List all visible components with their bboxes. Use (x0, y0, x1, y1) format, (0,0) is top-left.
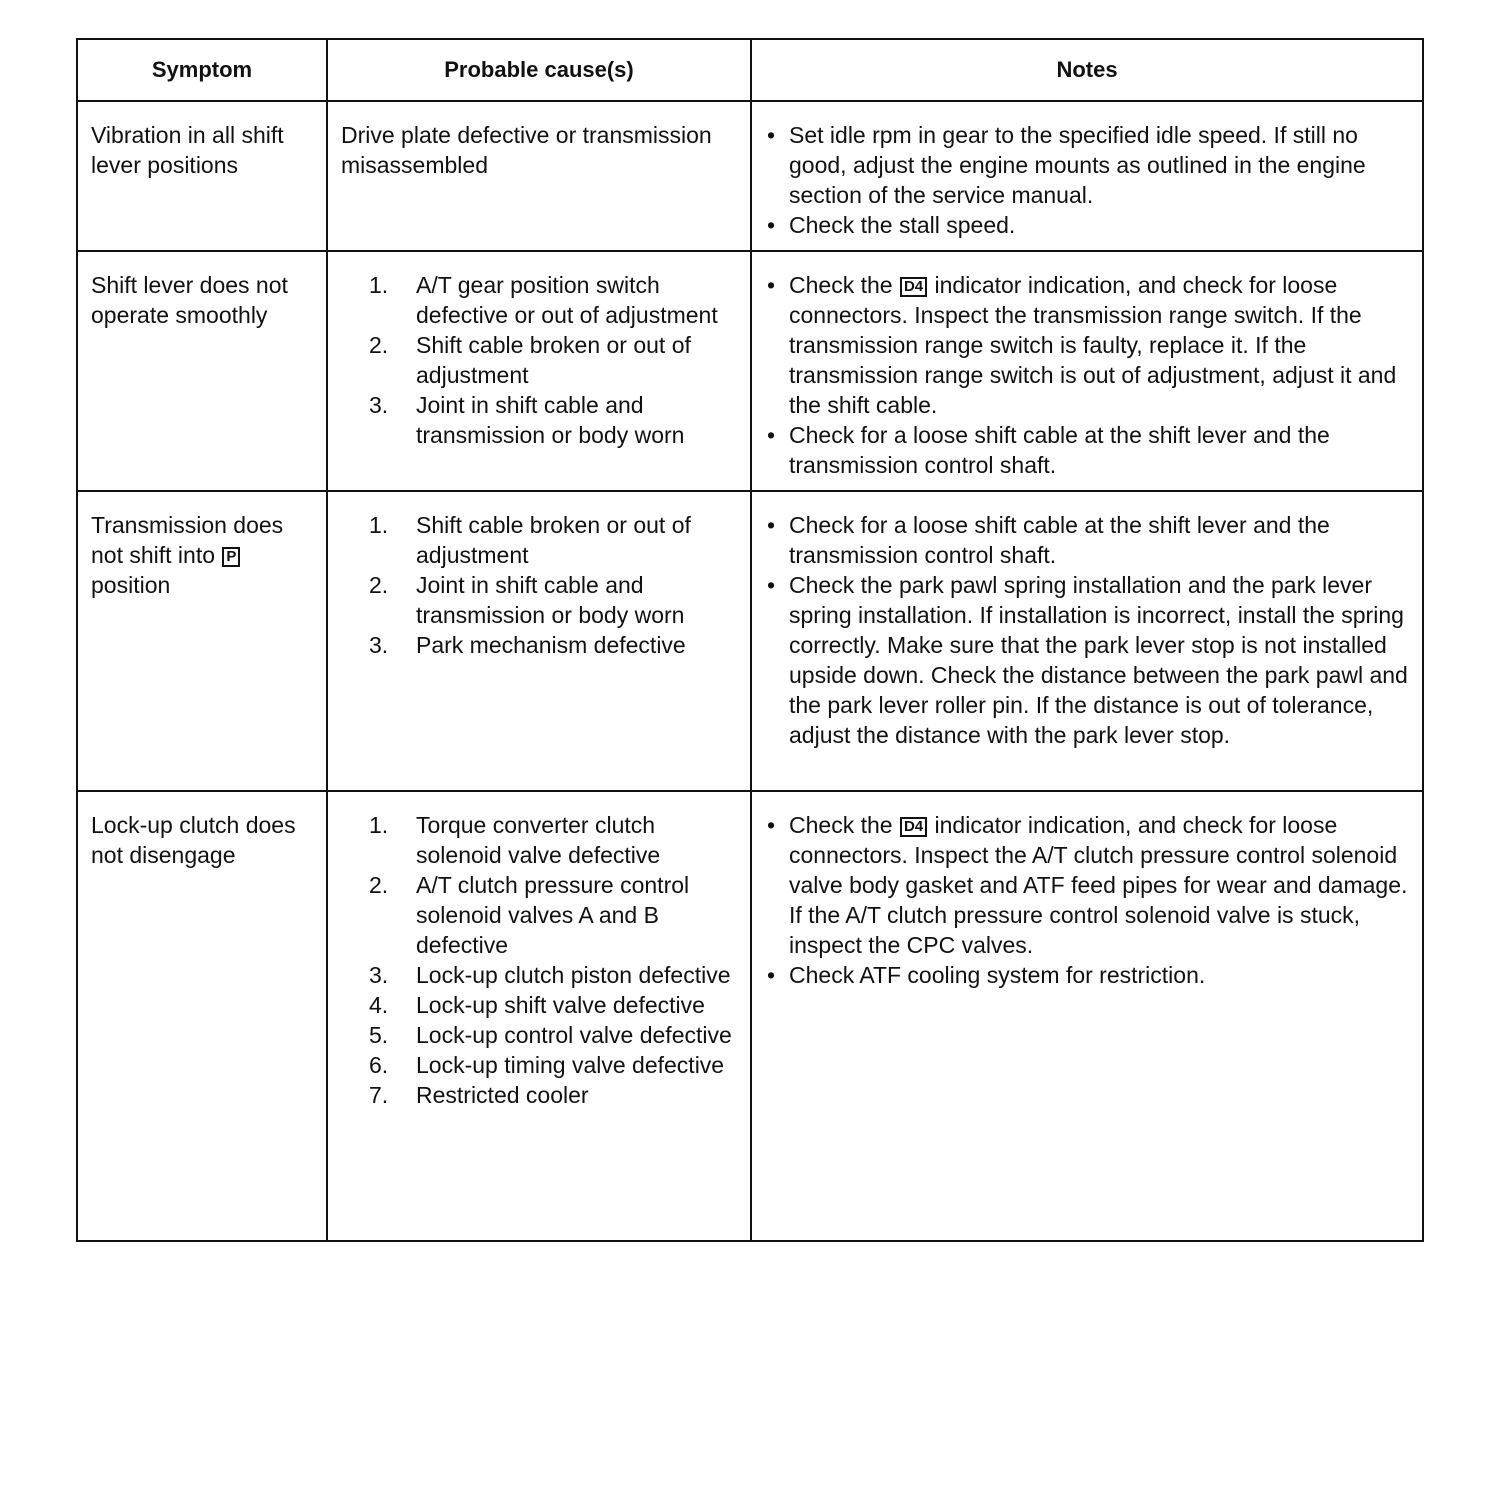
symptom-cell (77, 251, 327, 491)
notes-cell (751, 791, 1423, 1241)
d4-indicator-icon: D4 (900, 277, 927, 297)
cause-cell (327, 491, 751, 791)
note-item: • Check for a loose shift cable at the shift lever and the transmission control shaft. (767, 512, 1330, 568)
note-item: • Check for a loose shift cable at the shift lever and the transmission control shaft. (767, 422, 1330, 478)
cause-item: 3. Lock-up clutch piston defective (369, 962, 731, 988)
symptom-cell: Transmission does not shift into P position (77, 491, 327, 791)
notes-cell (751, 101, 1423, 251)
cause-item: 3. Park mechanism defective (369, 632, 686, 658)
cause-item: 2. Joint in shift cable and transmission or body worn (369, 572, 685, 628)
note-item: • Check the D4 indicator indication, and check for loose connectors. Inspect the transmission range switch. If the transmission range switch is faulty, replace it. If the transmission range switch is out of adjustment, adjust it and the shift cable. (767, 272, 1397, 418)
note-text: Check the stall speed. (789, 212, 1016, 238)
symptom-cell (77, 791, 327, 1241)
table-row (77, 491, 1423, 791)
symptom-text: Vibration in all shift lever positions (91, 122, 284, 178)
symptom-text: Shift lever does not operate smoothly (91, 272, 288, 328)
note-text: Check ATF cooling system for restriction. (789, 962, 1206, 988)
cause-text: Drive plate defective or transmission misassembled (341, 122, 712, 178)
cause-cell (327, 101, 751, 251)
cause-item: 5. Lock-up control valve defective (369, 1022, 732, 1048)
cause-item: 2. A/T clutch pressure control solenoid valves A and B defective (369, 872, 690, 958)
note-text: Set idle rpm in gear to the specified idle speed. If still no good, adjust the engine mounts as outlined in the engine section of the service manual. (789, 122, 1366, 208)
cause-item: 4. Lock-up shift valve defective (369, 992, 705, 1018)
troubleshooting-table (76, 38, 1424, 1242)
cause-cell (327, 791, 751, 1241)
note-item: • Check the park pawl spring installation and the park lever spring installation. If installation is incorrect, install the spring correctly. Make sure that the park lever stop is not installed upside down. Check the distance between the park pawl and the park lever roller pin. If the distance is out of tolerance, adjust the distance with the park lever stop. (767, 572, 1408, 748)
d4-indicator-icon: D4 (900, 817, 927, 837)
cause-item: 2. Shift cable broken or out of adjustment (369, 332, 691, 388)
symptom-cell (77, 101, 327, 251)
note-text: Check for a loose shift cable at the shift lever and the transmission control shaft. (789, 422, 1330, 478)
cause-item: 1. A/T gear position switch defective or out of adjustment (369, 272, 718, 328)
cause-item: 3. Joint in shift cable and transmission or body worn (369, 392, 685, 448)
cause-item: 6. Lock-up timing valve defective (369, 1052, 725, 1078)
cause-item: 7. Restricted cooler (369, 1082, 589, 1108)
header-row (77, 39, 1423, 101)
park-position-icon: P (222, 547, 240, 567)
cause-item: 1. Shift cable broken or out of adjustment (369, 512, 691, 568)
notes-cell (751, 491, 1423, 791)
note-text: Check the park pawl spring installation and the park lever spring installation. If installation is incorrect, install the spring correctly. Make sure that the park lever stop is not installed upside down. Check the distance between the park pawl and the park lever roller pin. If the distance is out of tolerance, adjust the distance with the park lever stop. (789, 572, 1408, 748)
symptom-header: Symptom (77, 39, 327, 101)
notes-cell (751, 251, 1423, 491)
table-row (77, 101, 1423, 251)
cause-cell (327, 251, 751, 491)
table-row (77, 791, 1423, 1241)
cause-item: 1. Torque converter clutch solenoid valve defective (369, 812, 661, 868)
note-text: Check for a loose shift cable at the shift lever and the transmission control shaft. (789, 512, 1330, 568)
symptom-text: Lock-up clutch does not disengage (91, 812, 296, 868)
note-item: • Check ATF cooling system for restriction. (767, 962, 1206, 988)
cause-header: Probable cause(s) (327, 39, 751, 101)
note-item: • Check the stall speed. (767, 212, 1016, 238)
notes-header: Notes (751, 39, 1423, 101)
note-item: • Check the D4 indicator indication, and check for loose connectors. Inspect the A/T clutch pressure control solenoid valve body gasket and ATF feed pipes for wear and damage. If the A/T clutch pressure control solenoid valve is stuck, inspect the CPC valves. (767, 812, 1408, 958)
note-item: • Set idle rpm in gear to the specified idle speed. If still no good, adjust the engine mounts as outlined in the engine section of the service manual. (767, 122, 1366, 208)
table-row (77, 251, 1423, 491)
